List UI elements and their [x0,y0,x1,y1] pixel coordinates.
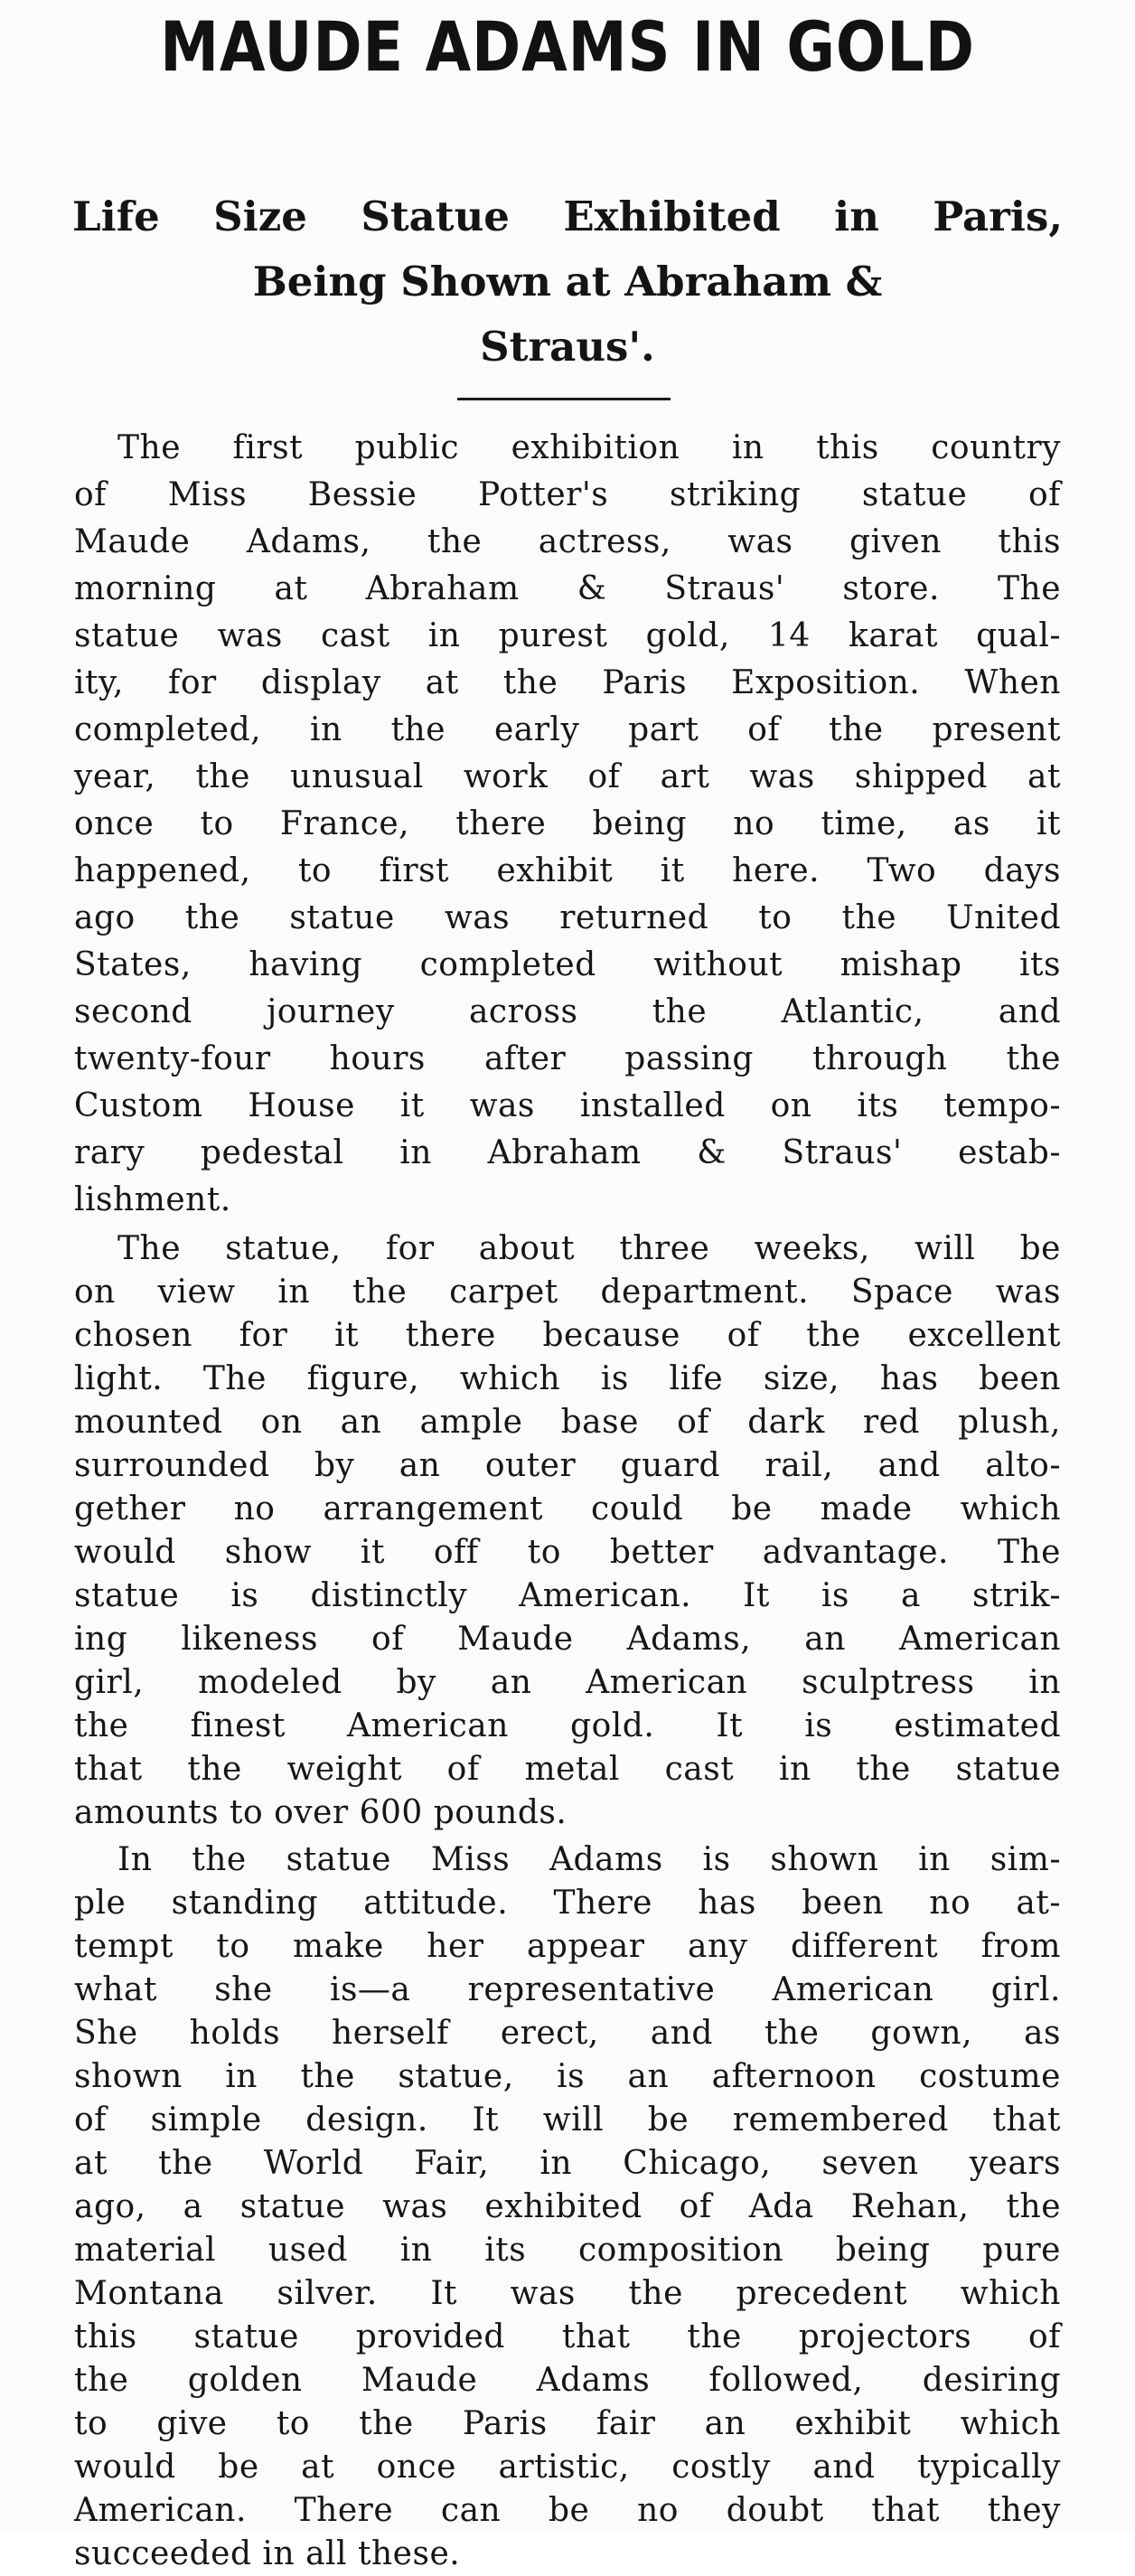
text-line: Custom House it was installed on its tempo- [74,1087,1061,1124]
text-line: on view in the carpet department. Space was [74,1274,1061,1311]
text-line: Montana silver. It was the precedent which [74,2275,1061,2312]
text-line: of simple design. It will be remembered that [74,2101,1061,2139]
text-line: once to France, there being no time, as it [74,805,1061,842]
text-line: gether no arrangement could be made which [74,1490,1061,1528]
text-line: of Miss Bessie Potter's striking statue of [74,476,1061,513]
text-line: ity, for display at the Paris Exposition. When [74,664,1061,701]
text-line: second journey across the Atlantic, and [74,993,1061,1030]
text-line: twenty-four hours after passing through the [74,1040,1061,1077]
text-line: material used in its composition being pure [74,2232,1061,2269]
text-line: tempt to make her appear any different from [74,1928,1061,1965]
text-line: chosen for it there because of the excellent [74,1317,1061,1354]
text-line: lishment. [74,1181,231,1218]
article-paragraph [74,425,1061,1224]
section-divider [457,398,671,400]
article-paragraph [74,1838,1061,2576]
text-line: completed, in the early part of the present [74,711,1061,748]
text-line: She holds herself erect, and the gown, as [74,2015,1061,2052]
text-line: ing likeness of Maude Adams, an American [74,1621,1061,1658]
text-line: happened, to first exhibit it here. Two days [74,852,1061,889]
text-line: surrounded by an outer guard rail, and alto- [74,1447,1061,1484]
text-line: that the weight of metal cast in the statue [74,1751,1061,1788]
subheadline [54,184,1081,380]
text-line: would show it off to better advantage. The [74,1534,1061,1571]
text-line: what she is—a representative American girl. [74,1971,1061,2008]
subheadline-line: Being Shown at Abraham & [252,258,883,306]
article-body [74,425,1061,2576]
text-line: The first public exhibition in this country [117,429,1061,466]
text-line: In the statue Miss Adams is shown in sim- [117,1841,1061,1878]
text-line: this statue provided that the projectors of [74,2318,1061,2355]
text-line: amounts to over 600 pounds. [74,1794,568,1831]
text-line: shown in the statue, is an afternoon costume [74,2058,1061,2095]
text-line: ago the statue was returned to the United [74,899,1061,936]
text-line: light. The figure, which is life size, has been [74,1360,1061,1397]
text-line: American. There can be no doubt that they [74,2492,1061,2529]
headline: MAUDE ADAMS IN GOLD [160,6,975,87]
subheadline-line: Life Size Statue Exhibited in Paris, [72,193,1063,240]
text-line: morning at Abraham & Straus' store. The [74,570,1061,607]
text-line: would be at once artistic, costly and typically [74,2449,1061,2486]
text-line: year, the unusual work of art was shipped at [74,758,1061,795]
text-line: ago, a statue was exhibited of Ada Rehan, the [74,2188,1061,2225]
text-line: States, having completed without mishap its [74,946,1061,983]
text-line: the finest American gold. It is estimated [74,1707,1061,1744]
article-paragraph [74,1227,1061,1835]
text-line: to give to the Paris fair an exhibit which [74,2405,1061,2442]
text-line: The statue, for about three weeks, will be [117,1230,1061,1267]
text-line: girl, modeled by an American sculptress in [74,1664,1061,1701]
text-line: statue is distinctly American. It is a strik- [74,1577,1061,1614]
text-line: at the World Fair, in Chicago, seven years [74,2145,1061,2182]
subheadline-line: Straus'. [480,323,655,371]
text-line: ple standing attitude. There has been no at- [74,1885,1061,1922]
text-line: the golden Maude Adams followed, desiring [74,2362,1061,2399]
text-line: mounted on an ample base of dark red plush, [74,1404,1061,1441]
text-line: rary pedestal in Abraham & Straus' estab- [74,1134,1061,1171]
text-line: statue was cast in purest gold, 14 karat qual- [74,617,1061,654]
text-line: Maude Adams, the actress, was given this [74,523,1061,560]
text-line: succeeded in all these. [74,2535,461,2572]
